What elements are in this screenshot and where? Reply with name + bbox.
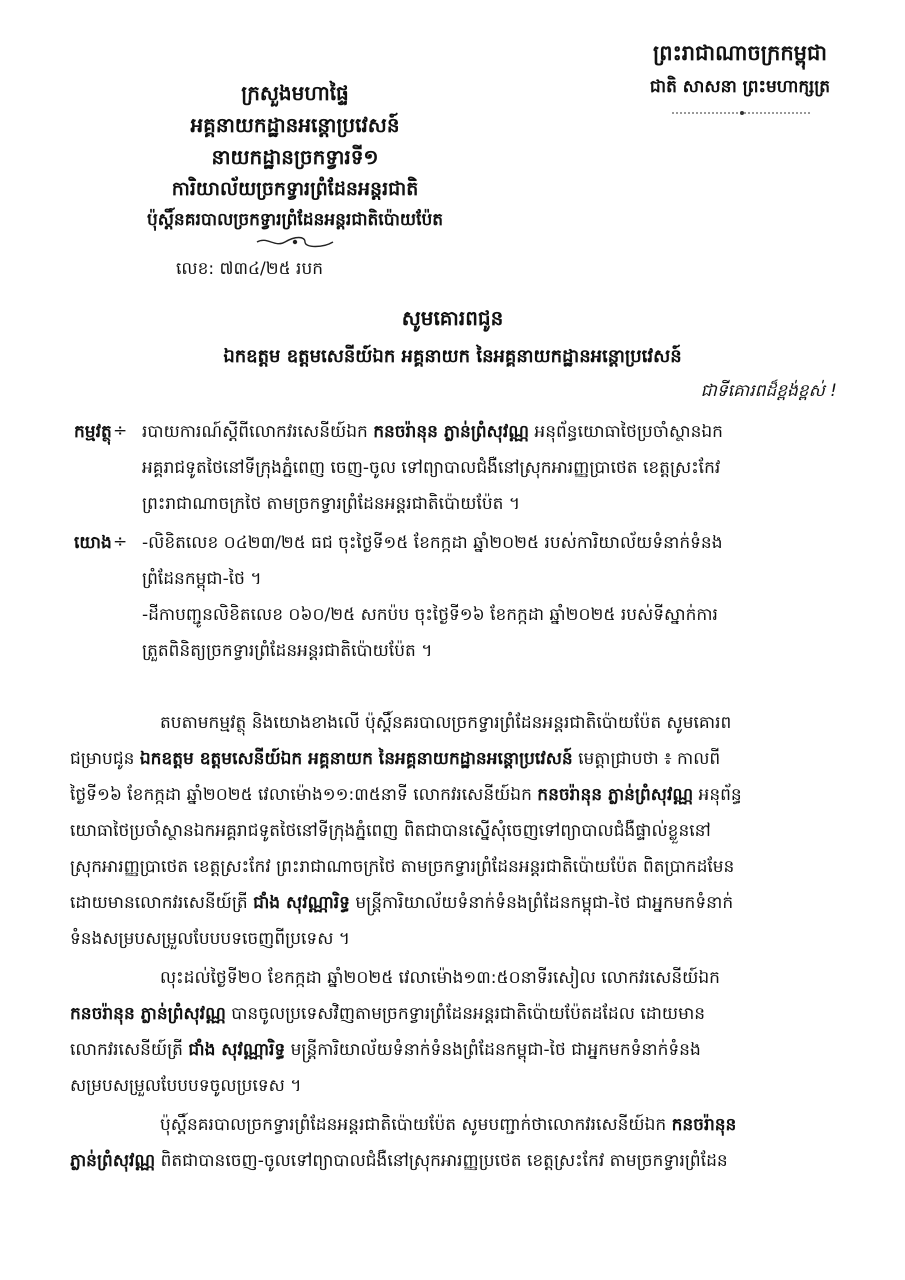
office-name: ការិយាល័យច្រកទ្វារព្រំដែនអន្តរជាតិ bbox=[171, 178, 419, 200]
reference-label: យោង bbox=[74, 533, 112, 553]
body-line: ថ្ងៃទី១៦ ខែកក្កដា ឆ្នាំ២០២៥ វេលាម៉ោង១១:៣៥នាទី លោកវរសេនីយ៍ឯក កនចរ៉ានុន ភ្លាន់ព្រំសុវណ្ណ អនុព័ន្ធ bbox=[70, 785, 742, 805]
reference-divider: ÷ bbox=[113, 532, 128, 552]
post-name: ប៉ុស្តិ៍នគរបាលច្រកទ្វារព្រំដែនអន្តរជាតិប៉ោយប៉ែត bbox=[146, 210, 444, 230]
reference-line: ព្រំដែនកម្ពុជា-ថៃ ។ bbox=[142, 569, 262, 589]
body-line: សម្របសម្រួលបែបបទចូលប្រទេស ។ bbox=[70, 1076, 302, 1096]
reference-line: ត្រួតពិនិត្យច្រកទ្វារព្រំដែនអន្តរជាតិប៉ោយប៉ែត ។ bbox=[142, 641, 433, 661]
body-line: លោកវរសេនីយ៍ត្រី ជាំង សុវណ្ណារិទ្ធ មន្រ្តីការិយាល័យទំនាក់ទំនងព្រំដែនកម្ពុជា-ថៃ ជាអ្នកមកទំនាក់ទំនង bbox=[70, 1040, 701, 1060]
subject-divider: ÷ bbox=[113, 421, 128, 441]
officer-name: កនចរ៉ានុន bbox=[671, 1115, 737, 1135]
body-line: ដោយមានលោកវរសេនីយ៍ត្រី ជាំង សុវណ្ណារិទ្ធ មន្រ្តីការិយាល័យទំនាក់ទំនងព្រំដែនកម្ពុជា-ថៃ ជាអ្នកមកទំនាក់ bbox=[70, 893, 734, 913]
subject-line: អគ្គរាជទូតថៃនៅទីក្រុងភ្នំពេញ ចេញ-ចូល ទៅព្យាបាលជំងឺនៅស្រុកអារញ្ញប្រាថេត ខេត្តស្រះកែវ bbox=[142, 458, 721, 478]
subject-label: កម្មវត្ថុ bbox=[74, 422, 112, 442]
ornament-divider-icon bbox=[672, 108, 812, 118]
ministry-name: ក្រសួងមហាផ្ទៃ bbox=[241, 81, 349, 105]
body-line: ស្រុកអារញ្ញប្រាថេត ខេត្តស្រះកែវ ព្រះរាជាណាចក្រថៃ តាមច្រកទ្វារព្រំដែនអន្តរជាតិប៉ោយប៉ែត ពិតប្រាកដមែន bbox=[70, 857, 735, 877]
officer-name: កនចរ៉ានុន ភ្លាន់ព្រំសុវណ្ណ bbox=[537, 785, 694, 805]
body-line: លុះដល់ថ្ងៃទី២០ ខែកក្កដា ឆ្នាំ២០២៥ វេលាម៉ោង១៣:៥០នាទីរសៀល លោកវរសេនីយ៍ឯក bbox=[160, 968, 720, 988]
body-line: ភ្លាន់ព្រំសុវណ្ណ ពិតជាបានចេញ-ចូលទៅព្យាបាលជំងឺនៅស្រុកអារញ្ញប្រថេត ខេត្តស្រះកែវ តាមច្រកទ្វារព្រំដែន bbox=[70, 1151, 728, 1171]
reference-line: -ដីកាបញ្ជូនលិខិតលេខ ០៦០/២៥ សកប៉ប ចុះថ្ងៃទី១៦ ខែកក្កដា ឆ្នាំ២០២៥ របស់ទីស្នាក់ការ bbox=[142, 605, 718, 625]
reference-line: -លិខិតលេខ ០៤២៣/២៥ ធជ ចុះថ្ងៃទី១៥ ខែកក្កដា ឆ្នាំ២០២៥ របស់ការិយាល័យទំនាក់ទំនង bbox=[142, 533, 723, 553]
subject-line: ព្រះរាជាណាចក្រថៃ តាមច្រកទ្វារព្រំដែនអន្តរជាតិប៉ោយប៉ែត ។ bbox=[142, 494, 521, 514]
flourish-ornament-icon bbox=[253, 236, 337, 248]
body-line: យោធាថៃប្រចាំស្ថានឯកអគ្គរាជទូតថៃនៅទីក្រុងភ្នំពេញ ពិតជាបានស្នើសុំចេញទៅព្យាបាលជំងឺផ្ទាល់ខ្លួននៅ bbox=[70, 821, 711, 841]
officer-name: ភ្លាន់ព្រំសុវណ្ណ bbox=[70, 1151, 156, 1171]
department-name: នាយកដ្ឋានច្រកទ្វារទី១ bbox=[211, 145, 379, 169]
body-line: តបតាមកម្មវត្ថុ និងយោងខាងលើ ប៉ុស្តិ៍នគរបាលច្រកទ្វារព្រំដែនអន្តរជាតិប៉ោយប៉ែត សូមគោរព bbox=[160, 713, 732, 733]
national-motto: ជាតិ សាសនា ព្រះមហាក្សត្រ bbox=[649, 77, 831, 97]
officer-name: កនចរ៉ានុន ភ្លាន់ព្រំសុវណ្ណ bbox=[373, 422, 530, 442]
recipient-name: ឯកឧត្តម ឧត្តមសេនីយ៍ឯក អគ្គនាយក នៃអគ្គនាយកដ្ឋានអន្តោប្រវេសន៍ bbox=[139, 749, 573, 769]
salutation-title: សូមគោរពជូន bbox=[401, 306, 504, 330]
officer-name: កនចរ៉ានុន ភ្លាន់ព្រំសុវណ្ណ bbox=[70, 1004, 226, 1024]
body-line: ជម្រាបជូន ឯកឧត្តម ឧត្តមសេនីយ៍ឯក អគ្គនាយក នៃអគ្គនាយកដ្ឋានអន្តោប្រវេសន៍ មេត្តាជ្រាបថា ៖ កាលពី bbox=[70, 749, 721, 769]
honorific-line: ជាទីគោរពដ៏ខ្ពង់ខ្ពស់ ! bbox=[700, 381, 837, 401]
body-line: កនចរ៉ានុន ភ្លាន់ព្រំសុវណ្ណ បានចូលប្រទេសវិញតាមច្រកទ្វារព្រំដែនអន្តរជាតិប៉ោយប៉ែតដដែល ដោយមាន bbox=[70, 1004, 706, 1024]
subject-line: របាយការណ៍ស្តីពីលោកវរសេនីយ៍ឯក កនចរ៉ានុន ភ្លាន់ព្រំសុវណ្ណ អនុព័ន្ធយោធាថៃប្រចាំស្ថានឯក bbox=[142, 422, 723, 442]
body-line: ទំនងសម្របសម្រួលបែបបទចេញពីប្រទេស ។ bbox=[70, 929, 350, 949]
body-line: ប៉ុស្តិ៍នគរបាលច្រកទ្វារព្រំដែនអន្តរជាតិប៉ោយប៉ែត សូមបញ្ជាក់ថាលោកវរសេនីយ៍ឯក កនចរ៉ានុន bbox=[160, 1115, 737, 1135]
liaison-officer-name: ជាំង សុវណ្ណារិទ្ធ bbox=[253, 893, 350, 913]
general-department-name: អគ្គនាយកដ្ឋានអន្តោប្រវេសន៍ bbox=[190, 113, 400, 137]
liaison-officer-name: ជាំង សុវណ្ណារិទ្ធ bbox=[188, 1040, 286, 1060]
kingdom-title: ព្រះរាជាណាចក្រកម្ពុជា bbox=[652, 41, 827, 65]
recipient-line: ឯកឧត្តម ឧត្តមសេនីយ៍ឯក អគ្គនាយក នៃអគ្គនាយកដ្ឋានអន្តោប្រវេសន៍ bbox=[223, 346, 682, 367]
reference-number: លេខ: ៧៣៤/២៥ របក bbox=[176, 259, 324, 279]
